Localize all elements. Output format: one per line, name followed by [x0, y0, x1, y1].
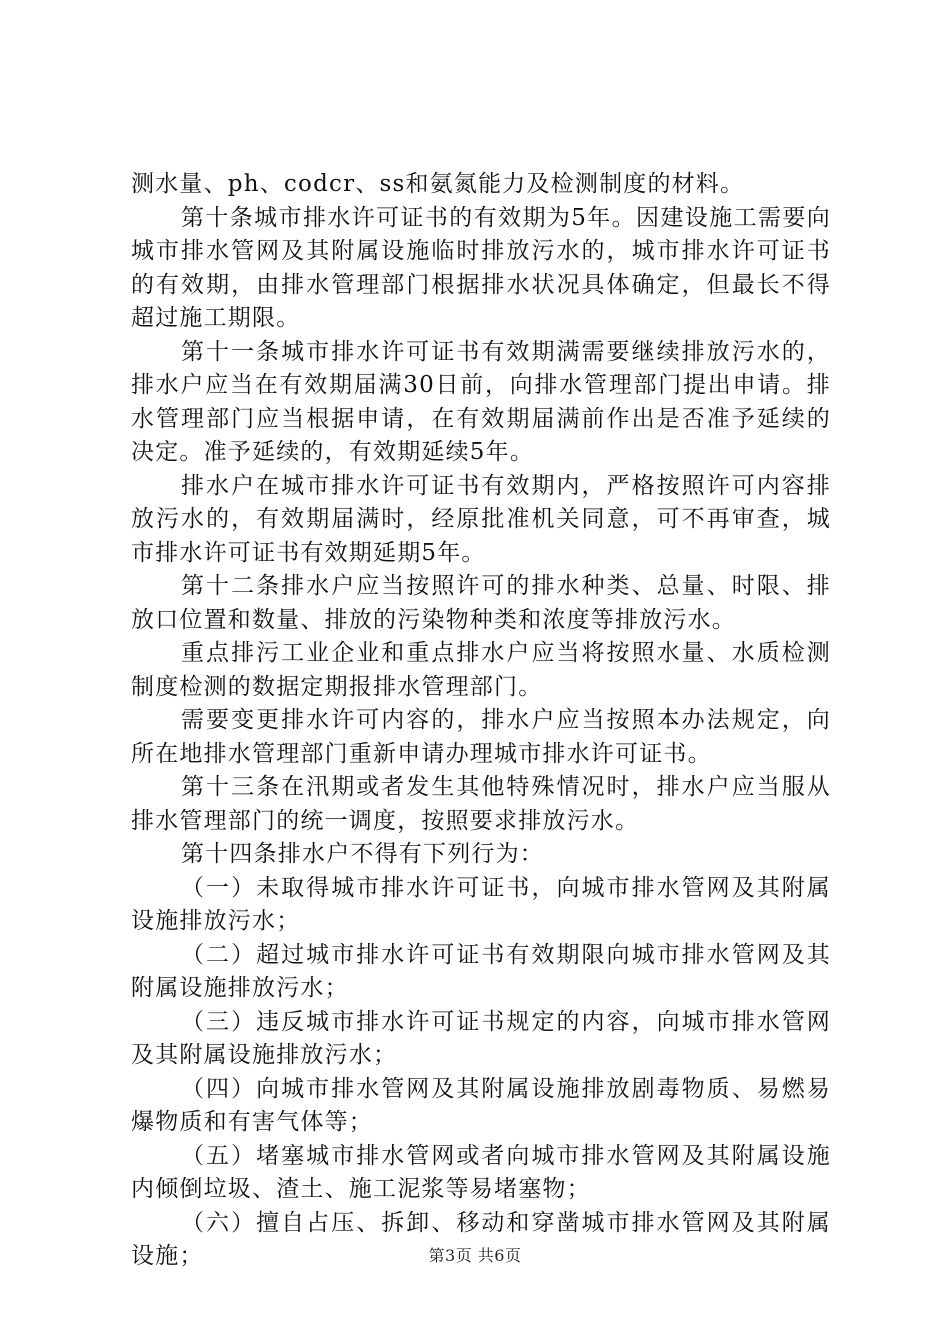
paragraph-article-12-report: 重点排污工业企业和重点排水户应当将按照水量、水质检测制度检测的数据定期报排水管理部门。	[131, 640, 831, 700]
paragraph-continuation: 测水量、ph、codcr、ss和氨氮能力及检测制度的材料。	[131, 171, 745, 197]
list-item-5: （五）堵塞城市排水管网或者向城市排水管网及其附属设施内倾倒垃圾、渣土、施工泥浆等易堵塞物；	[131, 1142, 831, 1202]
list-item-3: （三）违反城市排水许可证书规定的内容，向城市排水管网及其附属设施排放污水；	[131, 1008, 831, 1068]
paragraph-article-11: 第十一条城市排水许可证书有效期满需要继续排放污水的，排水户应当在有效期届满30日前，向排水管理部门提出申请。排水管理部门应当根据申请，在有效期届满前作出是否准予延续的决定。准予延续的，有效期延续5年。	[131, 338, 831, 465]
paragraph-article-10: 第十条城市排水许可证书的有效期为5年。因建设施工需要向城市排水管网及其附属设施临时排放污水的，城市排水许可证书的有效期，由排水管理部门根据排水状况具体确定，但最长不得超过施工期限。	[131, 204, 831, 331]
page-number-footer: 第3页 共6页	[428, 1246, 522, 1265]
list-item-2: （二）超过城市排水许可证书有效期限向城市排水管网及其附属设施排放污水；	[131, 941, 831, 1001]
document-body	[131, 168, 831, 1274]
paragraph-article-14: 第十四条排水户不得有下列行为：	[181, 841, 544, 867]
paragraph-article-13: 第十三条在汛期或者发生其他特殊情况时，排水户应当服从排水管理部门的统一调度，按照要求排放污水。	[131, 774, 831, 834]
paragraph-article-11-extension: 排水户在城市排水许可证书有效期内，严格按照许可内容排放污水的，有效期届满时，经原批准机关同意，可不再审查，城市排水许可证书有效期延期5年。	[131, 472, 831, 566]
paragraph-article-12-change: 需要变更排水许可内容的，排水户应当按照本办法规定，向所在地排水管理部门重新申请办理城市排水许可证书。	[131, 707, 831, 767]
list-item-1: （一）未取得城市排水许可证书，向城市排水管网及其附属设施排放污水；	[131, 874, 831, 934]
paragraph-article-12: 第十二条排水户应当按照许可的排水种类、总量、时限、排放口位置和数量、排放的污染物种类和浓度等排放污水。	[131, 573, 831, 633]
list-item-6: （六）擅自占压、拆卸、移动和穿凿城市排水管网及其附属设施；	[131, 1209, 831, 1269]
list-item-4: （四）向城市排水管网及其附属设施排放剧毒物质、易燃易爆物质和有害气体等；	[131, 1075, 831, 1135]
